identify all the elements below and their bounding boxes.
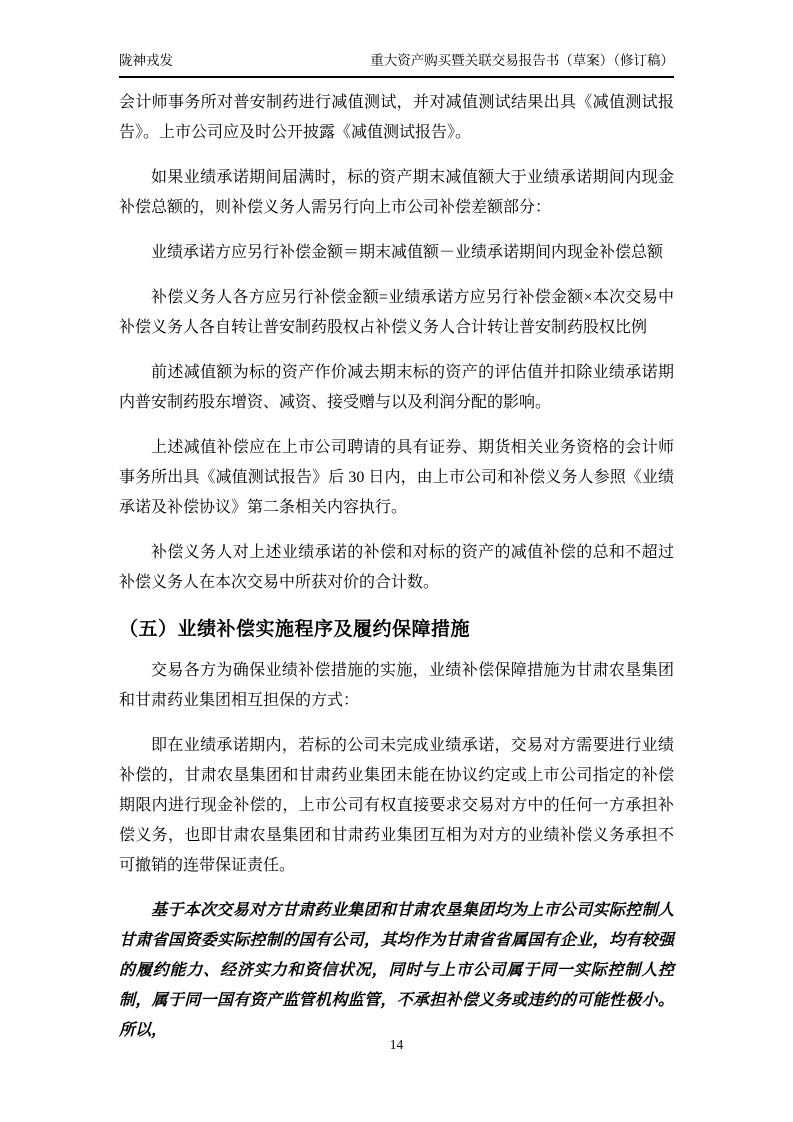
paragraph-state-owned-risk-assessment: 基于本次交易对方甘肃药业集团和甘肃农垦集团均为上市公司实际控制人甘肃省国资委实际控制的国有公司，其均作为甘肃省省属国有企业，均有较强的履约能力、经济实力和资信状况，同时与上市公司属于同一实际控制人控制，属于同一国有资产监管机构监管，不承担补偿义务或违约的可能性极小。所以， (119, 902, 674, 1039)
paragraph-commitment-period-expiry: 如果业绩承诺期间届满时，标的资产期末减值额大于业绩承诺期间内现金补偿总额的，则补偿义务人需另行向上市公司补偿差额部分： (119, 169, 674, 216)
header-company-name: 陇神戎发 (119, 53, 173, 68)
paragraph-impairment-test-report: 会计师事务所对普安制药进行减值测试，并对减值测试结果出具《减值测试报告》。上市公司应及时公开披露《减值测试报告》。 (119, 94, 674, 141)
page-header (119, 52, 674, 78)
section-heading-performance-compensation: （五）业绩补偿实施程序及履约保障措施 (119, 619, 471, 640)
paragraph-impairment-amount-definition: 前述减值额为标的资产作价减去期末标的资产的评估值并扣除业绩承诺期内普安制药股东增资、减资、接受赠与以及利润分配的影响。 (119, 364, 674, 411)
paragraph-formula-per-obligor-compensation: 补偿义务人各方应另行补偿金额=业绩承诺方应另行补偿金额×本次交易中补偿义务人各自转让普安制药股权占补偿义务人合计转让普安制药股权比例 (119, 289, 674, 336)
paragraph-formula-additional-compensation: 业绩承诺方应另行补偿金额＝期末减值额－业绩承诺期间内现金补偿总额 (151, 244, 664, 261)
paragraph-compensation-cap: 补偿义务人对上述业绩承诺的补偿和对标的资产的减值补偿的总和不超过补偿义务人在本次交易中所获对价的合计数。 (119, 544, 674, 591)
page-number: 14 (389, 1037, 404, 1052)
paragraph-mutual-guarantee-intro: 交易各方为确保业绩补偿措施的实施，业绩补偿保障措施为甘肃农垦集团和甘肃药业集团相互担保的方式： (119, 662, 674, 709)
paragraph-impairment-compensation-execution: 上述减值补偿应在上市公司聘请的具有证券、期货相关业务资格的会计师事务所出具《减值测试报告》后 30 日内，由上市公司和补偿义务人参照《业绩承诺及补偿协议》第二条相关内容执行。 (119, 439, 674, 516)
document-body (119, 88, 674, 1061)
paragraph-mutual-guarantee-detail: 即在业绩承诺期内，若标的公司未完成业绩承诺，交易对方需要进行业绩补偿的，甘肃农垦集团和甘肃药业集团未能在协议约定或上市公司指定的补偿期限内进行现金补偿的，上市公司有权直接要求交易对方中的任何一方承担补偿义务，也即甘肃农垦集团和甘肃药业集团互相为对方的业绩补偿义务承担不可撤销的连带保证责任。 (119, 737, 674, 874)
page-footer (0, 1036, 793, 1054)
header-report-title: 重大资产购买暨关联交易报告书（草案）（修订稿） (370, 53, 674, 68)
